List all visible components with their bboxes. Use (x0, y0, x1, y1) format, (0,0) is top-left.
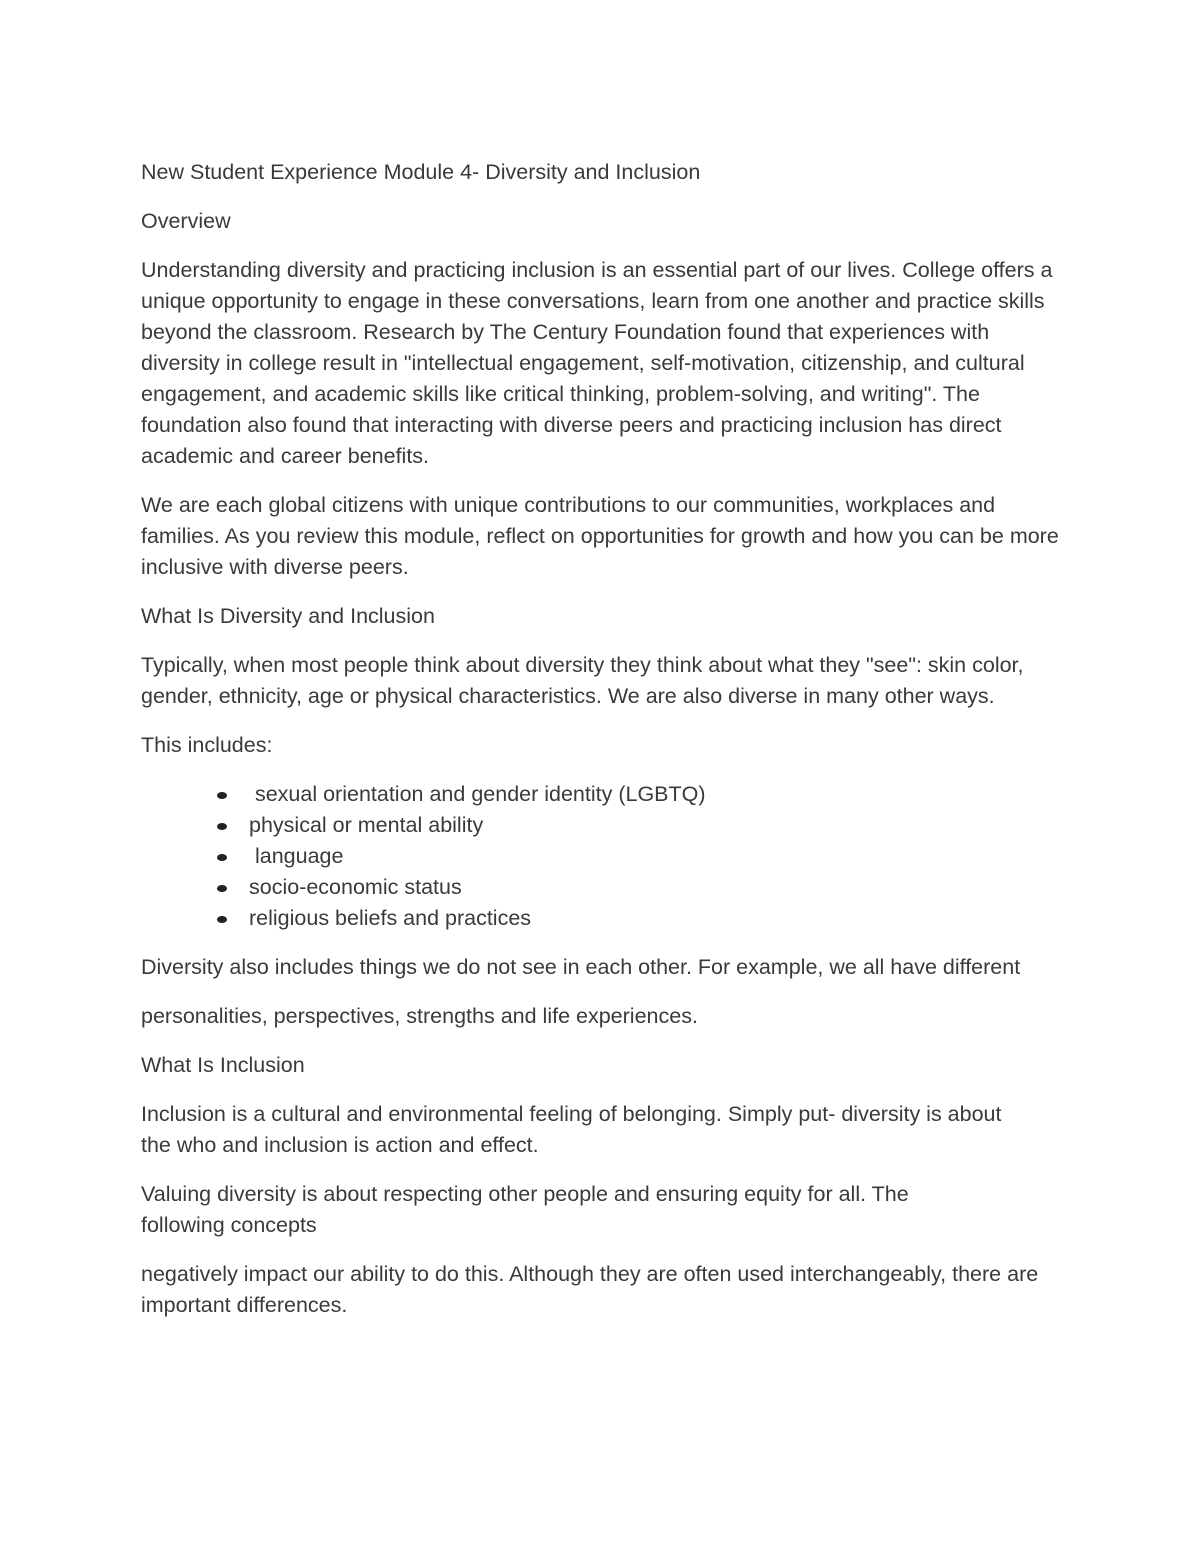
list-item-text: sexual orientation and gender identity (LGBTQ) (249, 782, 706, 806)
list-item-text: language (249, 844, 344, 868)
list-item (141, 810, 1071, 841)
bullet-icon (217, 792, 227, 799)
inclusion-paragraph-1: Inclusion is a cultural and environmental feeling of belonging. Simply put- diversity is about the who and inclusion is action and effect. (141, 1102, 1002, 1157)
diversity-heading: What Is Diversity and Inclusion (141, 604, 435, 628)
overview-heading: Overview (141, 209, 231, 233)
diversity-paragraph-2: Diversity also includes things we do not see in each other. For example, we all have different (141, 955, 1021, 979)
list-item (141, 841, 1071, 872)
overview-paragraph-2: We are each global citizens with unique contributions to our communities, workplaces and families. As you review this module, reflect on opportunities for growth and how you can be more inclusive with diverse peers. (141, 493, 1059, 579)
diversity-paragraph-3: personalities, perspectives, strengths and life experiences. (141, 1004, 698, 1028)
list-item-text: physical or mental ability (249, 813, 484, 837)
list-item-text: socio-economic status (249, 875, 462, 899)
bullet-icon (217, 916, 227, 923)
bullet-icon (217, 885, 227, 892)
list-item (141, 779, 1071, 810)
bullet-icon (217, 823, 227, 830)
includes-label: This includes: (141, 733, 273, 757)
diversity-paragraph-1: Typically, when most people think about diversity they think about what they "see": skin color, gender, ethnicity, age or physical characteristics. We are also diverse in many other ways. (141, 653, 1024, 708)
inclusion-paragraph-3: negatively impact our ability to do this. Although they are often used interchangeably, there are important differences. (141, 1262, 1039, 1317)
includes-list (141, 779, 1071, 934)
bullet-icon (217, 854, 227, 861)
inclusion-heading: What Is Inclusion (141, 1053, 305, 1077)
list-item (141, 903, 1071, 934)
overview-paragraph-1: Understanding diversity and practicing inclusion is an essential part of our lives. College offers a unique opportunity to engage in these conversations, learn from one another and practice skills beyond the classroom. Research by The Century Foundation found that experiences with diversity in college result in "intellectual engagement, self-motivation, citizenship, and cultural engagement, and academic skills like critical thinking, problem-solving, and writing". The foundation also found that interacting with diverse peers and practicing inclusion has direct academic and career benefits. (141, 258, 1053, 468)
inclusion-paragraph-2: Valuing diversity is about respecting other people and ensuring equity for all. The following concepts (141, 1182, 909, 1237)
list-item-text: religious beliefs and practices (249, 906, 532, 930)
document-title: New Student Experience Module 4- Diversity and Inclusion (141, 160, 701, 184)
document-body (141, 157, 1071, 1339)
list-item (141, 872, 1071, 903)
